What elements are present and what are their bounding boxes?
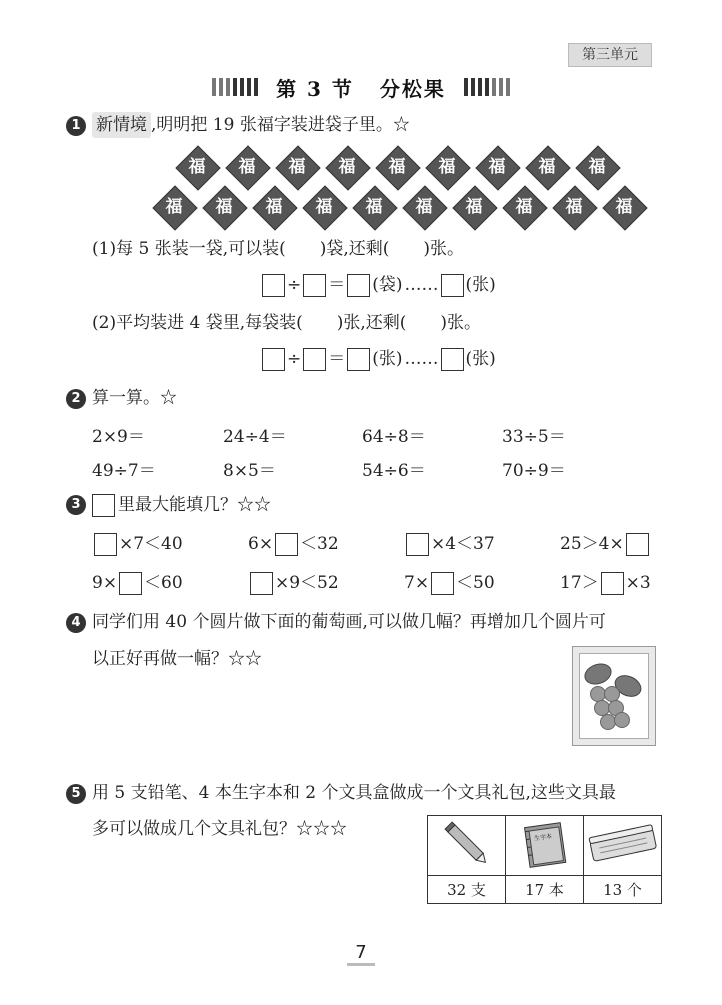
q1-sub1-equation <box>262 272 496 298</box>
fu-card <box>476 146 518 188</box>
q1-text: 明明把 19 张福字装进袋子里。☆ <box>156 115 410 135</box>
divide-sign: ÷ <box>287 349 302 369</box>
q2-item: 64÷8＝ <box>362 427 426 447</box>
answer-box[interactable] <box>303 348 326 371</box>
fu-card <box>326 146 368 188</box>
fu-card <box>376 146 418 188</box>
fu-character: 福 <box>215 197 233 217</box>
grape-icon <box>579 653 649 739</box>
q1-sub2-equation <box>262 346 496 372</box>
title-left-bars <box>212 78 258 96</box>
q3-item: ×4＜37 <box>404 531 495 557</box>
unit-label: (张) <box>465 349 496 369</box>
q2-text: 算一算。☆ <box>92 388 177 408</box>
fu-card <box>176 146 218 188</box>
q2-item: 2×9＝ <box>92 427 145 447</box>
q1-sub2-text: (2)平均装进 4 袋里,每袋装( )张,还剩( )张。 <box>92 313 482 333</box>
pencil-case-count: 13 个 <box>584 876 662 904</box>
fu-card <box>403 186 445 228</box>
answer-box[interactable] <box>601 572 624 595</box>
section-title-row <box>0 72 722 102</box>
q5-line1: 用 5 支铅笔、4 本生字本和 2 个文具盒做成一个文具礼包,这些文具最 <box>92 783 616 803</box>
pencil-count: 32 支 <box>428 876 506 904</box>
answer-box[interactable] <box>431 572 454 595</box>
notebook-count: 17 本 <box>506 876 584 904</box>
section-name: 分松果 <box>379 76 446 101</box>
fu-card <box>576 146 618 188</box>
fu-character: 福 <box>238 157 256 177</box>
fu-row-2 <box>153 186 645 228</box>
equals-sign: ＝ <box>328 349 346 369</box>
fu-card <box>203 186 245 228</box>
q3-text: 里最大能填几？☆☆ <box>118 495 271 515</box>
unit-label: (袋) <box>372 275 403 295</box>
answer-box[interactable] <box>441 274 464 297</box>
q5-prompt <box>66 780 616 806</box>
fu-card <box>303 186 345 228</box>
answer-box[interactable] <box>94 533 117 556</box>
q2-item: 54÷6＝ <box>362 461 426 481</box>
fu-row-1 <box>176 146 618 188</box>
q4-line1: 同学们用 40 个圆片做下面的葡萄画,可以做几幅？再增加几个圆片可 <box>92 612 606 632</box>
fu-character: 福 <box>288 157 306 177</box>
q3-number: 3 <box>66 495 86 515</box>
unit-tag: 第三单元 <box>568 43 652 67</box>
fu-character: 福 <box>488 157 506 177</box>
remainder-dots: …… <box>404 275 439 295</box>
title-right-bars <box>464 78 510 96</box>
remainder-dots: …… <box>404 349 439 369</box>
section-number: 第 3 节 <box>276 76 354 101</box>
q2-item: 70÷9＝ <box>502 461 566 481</box>
q3-item: ×7＜40 <box>92 531 183 557</box>
fu-card <box>603 186 645 228</box>
fu-character: 福 <box>515 197 533 217</box>
fu-card <box>553 186 595 228</box>
q1-sub1-text: (1)每 5 张装一袋,可以装( )袋,还剩( )张。 <box>92 239 465 259</box>
fu-card <box>226 146 268 188</box>
fu-card <box>453 186 495 228</box>
fu-character: 福 <box>438 157 456 177</box>
notebook-label: 生字本 <box>533 832 553 842</box>
q4-line2: 以正好再做一幅？☆☆ <box>92 649 262 669</box>
supplies-table <box>427 815 662 904</box>
equals-sign: ＝ <box>328 275 346 295</box>
pencil-case-icon <box>587 819 659 869</box>
pencil-icon <box>439 819 495 869</box>
pencil-case-cell <box>584 816 662 876</box>
q4-number: 4 <box>66 613 86 633</box>
fu-card <box>426 146 468 188</box>
answer-box[interactable] <box>119 572 142 595</box>
unit-label: (张) <box>465 275 496 295</box>
q2-prompt <box>66 385 177 411</box>
fu-character: 福 <box>188 157 206 177</box>
fu-character: 福 <box>588 157 606 177</box>
q3-item: ×9＜52 <box>248 570 339 596</box>
notebook-icon <box>517 819 573 869</box>
q1-number: 1 <box>66 116 86 136</box>
answer-box[interactable] <box>347 348 370 371</box>
notebook-cell <box>506 816 584 876</box>
answer-box[interactable] <box>262 274 285 297</box>
answer-box[interactable] <box>303 274 326 297</box>
q2-item: 49÷7＝ <box>92 461 156 481</box>
q5-number: 5 <box>66 784 86 804</box>
answer-box[interactable] <box>347 274 370 297</box>
q3-item: 17＞ ×3 <box>560 573 651 593</box>
fu-card <box>153 186 195 228</box>
fu-character: 福 <box>338 157 356 177</box>
answer-box[interactable] <box>406 533 429 556</box>
fu-character: 福 <box>565 197 583 217</box>
divide-sign: ÷ <box>287 275 302 295</box>
pencil-cell <box>428 816 506 876</box>
q1-prompt: 1 新情境 ,明明把 19 张福字装进袋子里。☆ <box>66 112 410 138</box>
q2-number: 2 <box>66 389 86 409</box>
fu-card <box>253 186 295 228</box>
fu-card <box>353 186 395 228</box>
q3-box-sample <box>92 494 115 517</box>
fu-card <box>526 146 568 188</box>
answer-box[interactable] <box>275 533 298 556</box>
page-number: 7 <box>0 942 722 966</box>
q1-badge: 新情境 <box>92 112 151 138</box>
q3-prompt <box>66 492 271 518</box>
q3-item: 6× ＜32 <box>248 534 339 554</box>
q3-item: 7× ＜50 <box>404 573 495 593</box>
section-title <box>276 73 446 102</box>
q2-item: 33÷5＝ <box>502 427 566 447</box>
fu-character: 福 <box>615 197 633 217</box>
fu-character: 福 <box>265 197 283 217</box>
fu-card <box>276 146 318 188</box>
q5-line2: 多可以做成几个文具礼包？☆☆☆ <box>92 819 347 839</box>
unit-label: (张) <box>372 349 403 369</box>
q2-item: 8×5＝ <box>223 461 276 481</box>
answer-box[interactable] <box>262 348 285 371</box>
fu-character: 福 <box>415 197 433 217</box>
fu-character: 福 <box>388 157 406 177</box>
fu-character: 福 <box>465 197 483 217</box>
answer-box[interactable] <box>626 533 649 556</box>
q4-prompt <box>66 609 606 635</box>
fu-card <box>503 186 545 228</box>
answer-box[interactable] <box>250 572 273 595</box>
grape-picture <box>572 646 656 746</box>
fu-character: 福 <box>538 157 556 177</box>
fu-character: 福 <box>365 197 383 217</box>
answer-box[interactable] <box>441 348 464 371</box>
fu-character: 福 <box>165 197 183 217</box>
q2-item: 24÷4＝ <box>223 427 287 447</box>
fu-character: 福 <box>315 197 333 217</box>
q3-item: 9× ＜60 <box>92 573 183 593</box>
q3-item: 25＞4× <box>560 531 651 557</box>
